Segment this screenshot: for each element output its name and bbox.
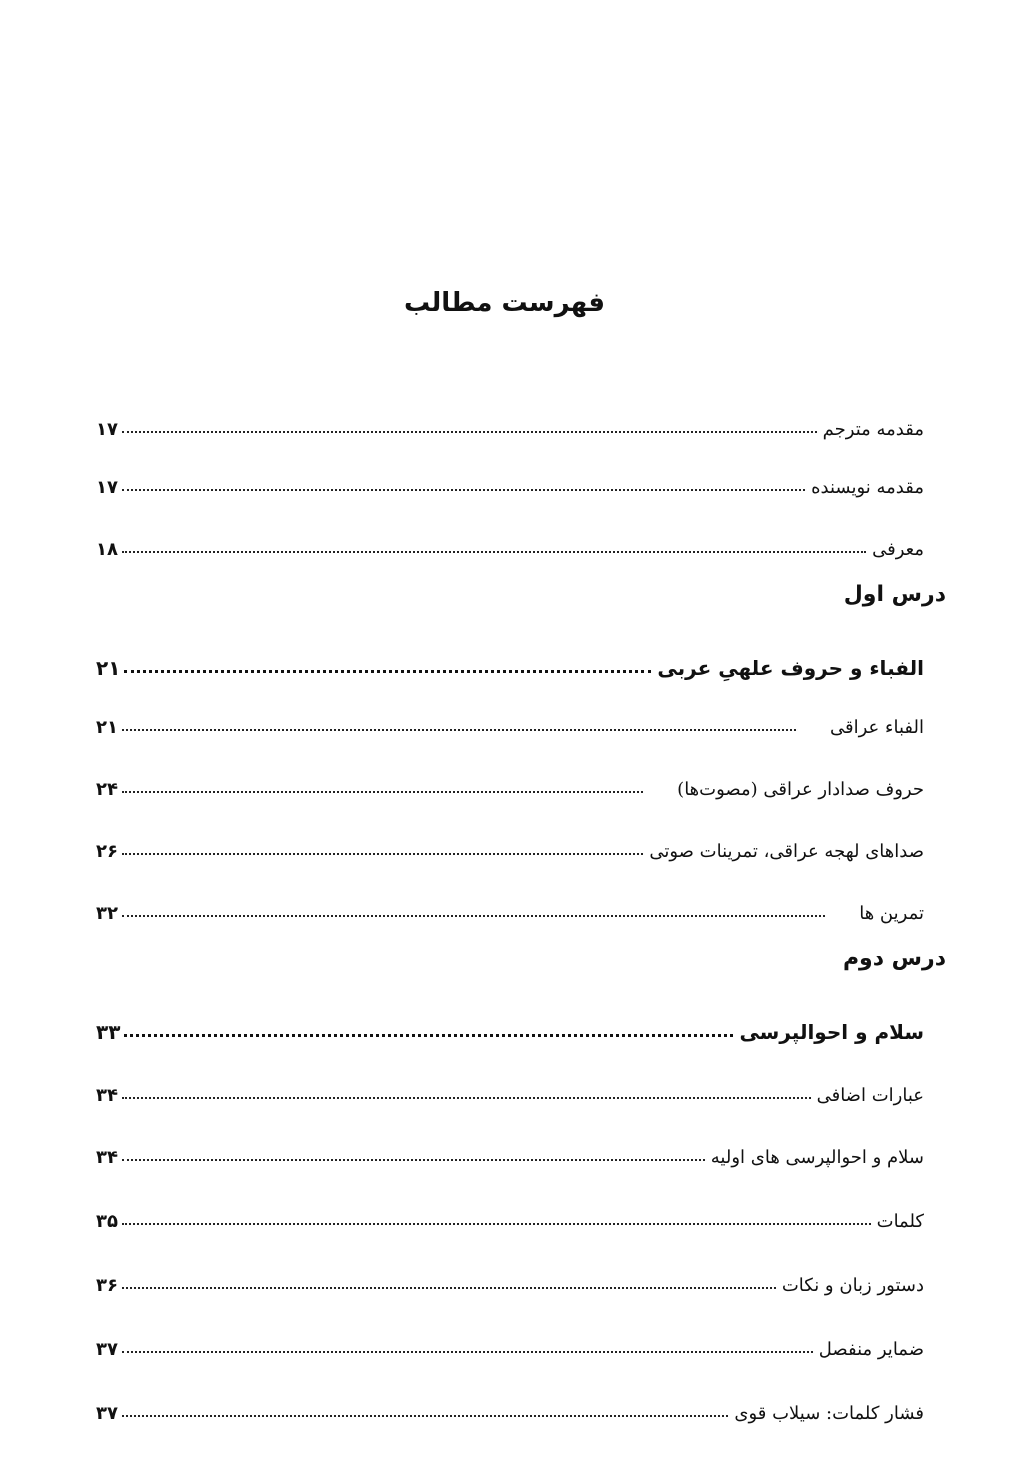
toc-entry-page: ۲۱ <box>96 717 118 738</box>
dot-leader <box>122 791 643 793</box>
toc-entry[interactable] <box>96 400 924 440</box>
dot-leader <box>122 1159 705 1161</box>
toc-entry-label: مقدمه نویسنده <box>811 477 924 498</box>
toc-entry-page: ۲۴ <box>96 779 118 800</box>
dot-leader <box>122 551 866 553</box>
toc-chapter-entry[interactable] <box>96 1004 924 1044</box>
toc-entry[interactable] <box>96 1256 924 1296</box>
toc-entry[interactable] <box>96 1066 924 1106</box>
dot-leader <box>122 1223 871 1225</box>
dot-leader <box>124 670 651 673</box>
toc-entry[interactable] <box>96 822 924 862</box>
toc-entry-label: معرفی <box>872 539 924 560</box>
toc-entry-page: ۳۲ <box>96 903 118 924</box>
toc-entry-label: مقدمه مترجم <box>822 419 924 440</box>
dot-leader <box>122 489 805 491</box>
toc-entry-label: الفباء عراقی <box>830 717 924 738</box>
toc-entry-label: صداهای لهجه عراقی، تمرینات صوتی <box>649 841 924 862</box>
toc-entry[interactable] <box>96 1384 924 1424</box>
toc-entry-page: ۱۷ <box>96 477 118 498</box>
toc-entry-label: سلام و احوالپرسی <box>739 1020 924 1044</box>
toc-entry-page: ۳۶ <box>96 1275 118 1296</box>
lesson-heading: درس دوم <box>842 946 946 971</box>
toc-entry-page: ۳۷ <box>96 1339 118 1360</box>
toc-entry-page: ۲۶ <box>96 841 118 862</box>
toc-entry-page: ۱۷ <box>96 419 118 440</box>
dot-leader <box>122 1351 813 1353</box>
toc-entry[interactable] <box>96 760 924 800</box>
dot-leader <box>122 1097 811 1099</box>
toc-entry-page: ۳۳ <box>96 1020 121 1044</box>
toc-entry-page: ۳۵ <box>96 1211 118 1232</box>
toc-entry-label: کلمات <box>876 1211 924 1232</box>
toc-chapter-entry[interactable] <box>96 640 924 680</box>
toc-entry-page: ۳۴ <box>96 1147 118 1168</box>
toc-entry[interactable] <box>96 1192 924 1232</box>
dot-leader <box>124 1034 733 1037</box>
toc-entry-label: الفباء و حروف علهیِ عربی <box>657 656 924 680</box>
toc-entry-label: ضمایر منفصل <box>818 1339 924 1360</box>
dot-leader <box>122 1287 776 1289</box>
toc-entry[interactable] <box>96 698 924 738</box>
toc-entry[interactable] <box>96 1320 924 1360</box>
toc-entry-label: دستور زبان و نکات <box>781 1275 924 1296</box>
toc-entry-page: ۱۸ <box>96 539 118 560</box>
toc-entry-page: ۲۱ <box>96 656 121 680</box>
dot-leader <box>122 853 643 855</box>
toc-entry-label: عبارات اضافی <box>816 1085 924 1106</box>
dot-leader <box>122 729 796 731</box>
dot-leader <box>122 431 817 433</box>
toc-entry[interactable] <box>96 884 924 924</box>
page-title: فهرست مطالب <box>404 288 605 318</box>
toc-entry-label: حروف صدادار عراقی (مصوت‌ها) <box>677 779 924 800</box>
toc-entry-label: تمرین ها <box>859 903 924 924</box>
dot-leader <box>122 1415 728 1417</box>
toc-entry[interactable] <box>96 1128 924 1168</box>
toc-entry-label: فشار کلمات: سیلاب قوی <box>734 1403 924 1424</box>
toc-entry-label: سلام و احوالپرسی های اولیه <box>710 1147 924 1168</box>
lesson-heading: درس اول <box>843 582 946 607</box>
toc-entry-page: ۳۷ <box>96 1403 118 1424</box>
toc-entry[interactable] <box>96 520 924 560</box>
dot-leader <box>122 915 825 917</box>
toc-entry[interactable] <box>96 458 924 498</box>
toc-entry-page: ۳۴ <box>96 1085 118 1106</box>
